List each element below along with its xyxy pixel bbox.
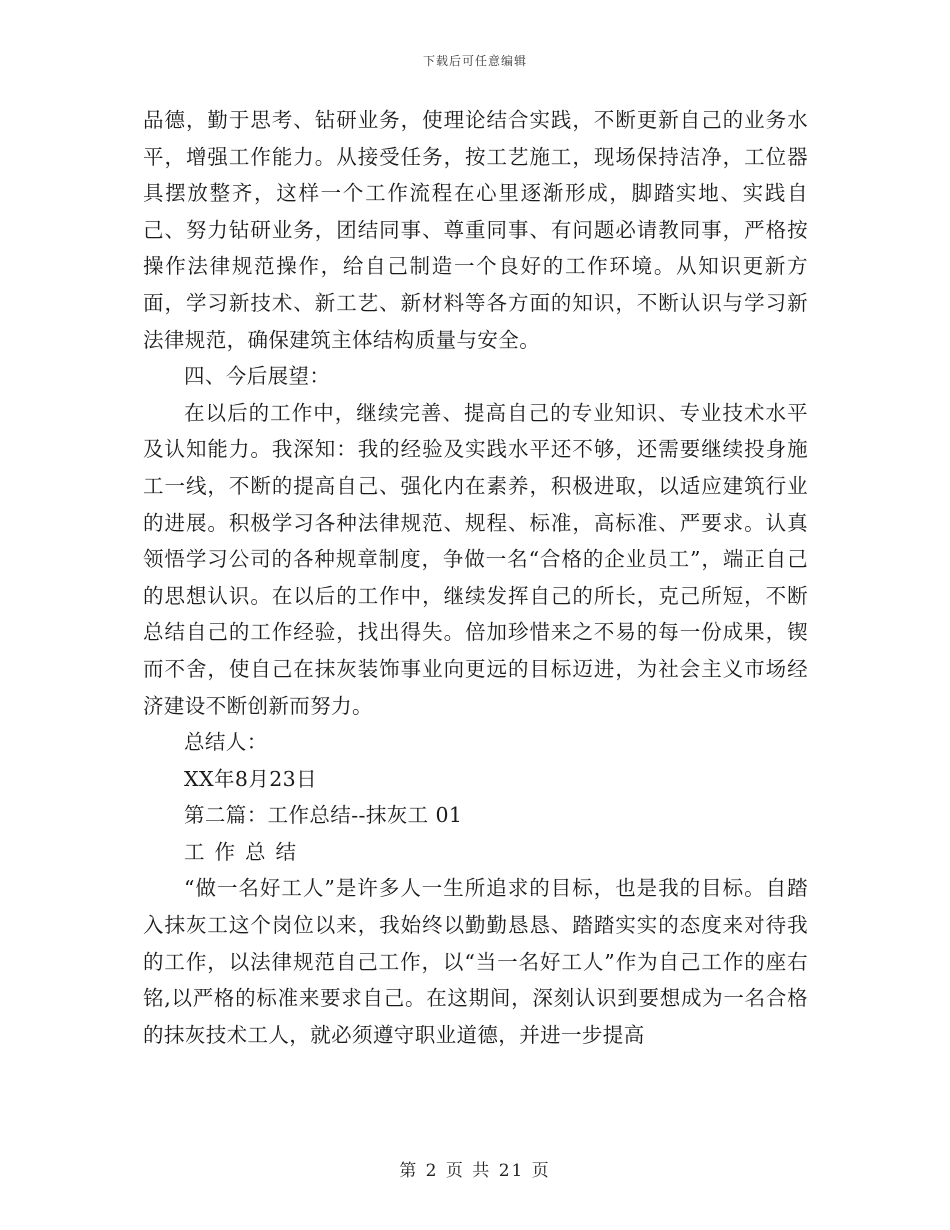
- signature-label: 总结人：: [184, 730, 268, 755]
- date-line: XX年8月23日: [184, 766, 318, 791]
- page-number-footer: 第 2 页 共 21 页: [399, 1161, 551, 1181]
- body-paragraph: “做一名好工人”是许多人一生所追求的目标，也是我的目标。自踏入抹灰工这个岗位以来，我始终以勤勤恳恳、踏踏实实的态度来对待我的工作，以法律规范自己工作，以“当一名好工人”作为自己工作的座右铭,以严格的标准来要求自己。在这期间，深刻认识到要想成为一名合格的抹灰技术工人，就必须遵守职业道德，并进一步提高: [143, 876, 808, 1047]
- chapter-title: 第二篇：工作总结--抹灰工 01: [184, 803, 463, 828]
- page-header: 下载后可任意编辑: [422, 54, 527, 68]
- section-heading: 四、今后展望：: [184, 364, 331, 389]
- body-paragraph: 在以后的工作中，继续完善、提高自己的专业知识、专业技术水平及认知能力。我深知：我的经验及实践水平还不够，还需要继续投身施工一线，不断的提高自己、强化内在素养，积极进取，以适应建筑行业的进展。积极学习各种法律规范、规程、标准，高标准、严要求。认真领悟学习公司的各种规章制度，争做一名“合格的企业员工”，端正自己的思想认识。在以后的工作中，继续发挥自己的所长，克己所短，不断总结自己的工作经验，找出得失。倍加珍惜来之不易的每一份成果，锲而不舍，使自己在抹灰装饰事业向更远的目标迈进，为社会主义市场经济建设不断创新而努力。: [143, 400, 808, 718]
- document-title: 工作总结: [184, 839, 306, 864]
- document-body: [143, 102, 808, 1053]
- body-paragraph: 品德，勤于思考、钻研业务，使理论结合实践，不断更新自己的业务水平，增强工作能力。从接受任务，按工艺施工，现场保持洁净，工位器具摆放整齐，这样一个工作流程在心里逐渐形成，脚踏实地、实践自己、努力钻研业务，团结同事、尊重同事、有问题必请教同事，严格按操作法律规范操作，给自己制造一个良好的工作环境。从知识更新方面，学习新技术、新工艺、新材料等各方面的知识，不断认识与学习新法律规范，确保建筑主体结构质量与安全。: [143, 108, 808, 352]
